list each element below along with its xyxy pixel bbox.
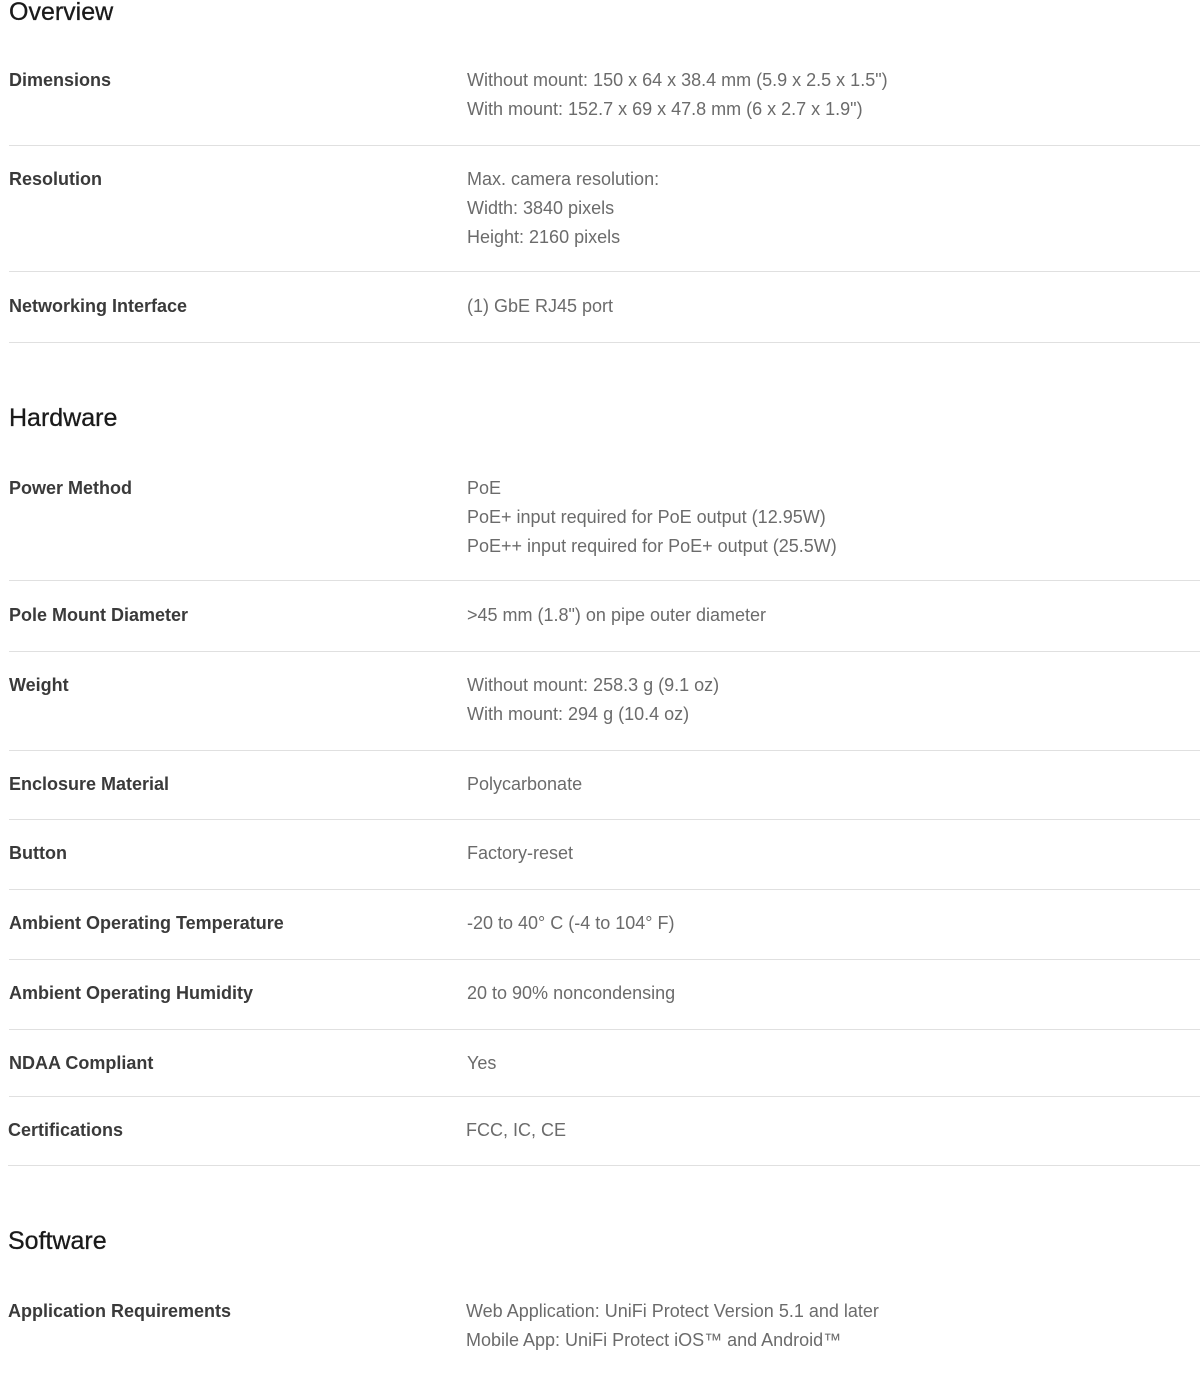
spec-row-pole-mount-diameter	[9, 601, 1200, 652]
overview-heading: Overview	[9, 0, 114, 26]
spec-label: NDAA Compliant	[9, 1053, 154, 1073]
spec-label: Resolution	[9, 169, 102, 189]
spec-values	[467, 909, 674, 938]
spec-value: PoE	[467, 478, 502, 498]
spec-label: Networking Interface	[9, 296, 188, 316]
spec-values	[467, 601, 766, 630]
spec-row-ambient-operating-humidity	[9, 979, 1200, 1030]
spec-row-button	[9, 839, 1200, 890]
spec-label: Certifications	[8, 1120, 124, 1140]
spec-value: With mount: 152.7 x 69 x 47.8 mm (6 x 2.7 x 1.9")	[467, 99, 863, 119]
spec-value: -20 to 40° C (-4 to 104° F)	[467, 913, 675, 933]
spec-label: Weight	[9, 675, 69, 695]
software-heading: Software	[8, 1227, 107, 1255]
spec-values	[467, 839, 573, 868]
spec-values	[467, 292, 613, 321]
spec-label: Ambient Operating Humidity	[9, 983, 254, 1003]
spec-values	[467, 1049, 496, 1078]
spec-value: PoE+ input required for PoE output (12.95W)	[467, 507, 826, 527]
spec-value: Width: 3840 pixels	[467, 198, 615, 218]
spec-value: FCC, IC, CE	[466, 1120, 567, 1140]
spec-label: Dimensions	[9, 70, 112, 90]
spec-values	[466, 1116, 566, 1145]
spec-row-dimensions	[9, 66, 1200, 146]
spec-row-resolution	[9, 165, 1200, 272]
spec-row-ambient-operating-temperature	[9, 909, 1200, 960]
spec-row-networking-interface	[9, 292, 1200, 343]
spec-values	[467, 66, 888, 124]
spec-row-power-method	[9, 474, 1200, 581]
spec-value: Web Application: UniFi Protect Version 5.1 and later	[466, 1301, 879, 1321]
spec-value: 20 to 90% noncondensing	[467, 983, 676, 1003]
spec-value: (1) GbE RJ45 port	[467, 296, 614, 316]
spec-values	[467, 770, 582, 799]
spec-value: Without mount: 150 x 64 x 38.4 mm (5.9 x 2.5 x 1.5")	[467, 70, 888, 90]
spec-label: Power Method	[9, 478, 133, 498]
spec-value: Factory-reset	[467, 843, 574, 863]
spec-value: Polycarbonate	[467, 774, 583, 794]
spec-row-certifications	[8, 1116, 1200, 1166]
spec-label: Application Requirements	[8, 1301, 232, 1321]
spec-label: Ambient Operating Temperature	[9, 913, 284, 933]
spec-values	[467, 474, 837, 561]
spec-value: PoE++ input required for PoE+ output (25.5W)	[467, 536, 837, 556]
spec-row-application-requirements	[8, 1297, 1200, 1367]
spec-value: Yes	[467, 1053, 497, 1073]
spec-label: Pole Mount Diameter	[9, 605, 189, 625]
spec-row-enclosure-material	[9, 770, 1200, 820]
spec-value: Max. camera resolution:	[467, 169, 660, 189]
spec-values	[467, 165, 659, 252]
spec-value: Without mount: 258.3 g (9.1 oz)	[467, 675, 720, 695]
spec-values	[467, 671, 719, 729]
spec-label: Enclosure Material	[9, 774, 170, 794]
spec-label: Button	[9, 843, 67, 863]
spec-value: >45 mm (1.8") on pipe outer diameter	[467, 605, 767, 625]
spec-value: Height: 2160 pixels	[467, 227, 621, 247]
spec-row-weight	[9, 671, 1200, 751]
spec-values	[467, 979, 675, 1008]
hardware-heading: Hardware	[9, 404, 118, 432]
spec-value: With mount: 294 g (10.4 oz)	[467, 704, 690, 724]
spec-row-ndaa-compliant	[9, 1049, 1200, 1097]
spec-value: Mobile App: UniFi Protect iOS™ and Android™	[466, 1330, 842, 1350]
spec-values	[466, 1297, 879, 1355]
